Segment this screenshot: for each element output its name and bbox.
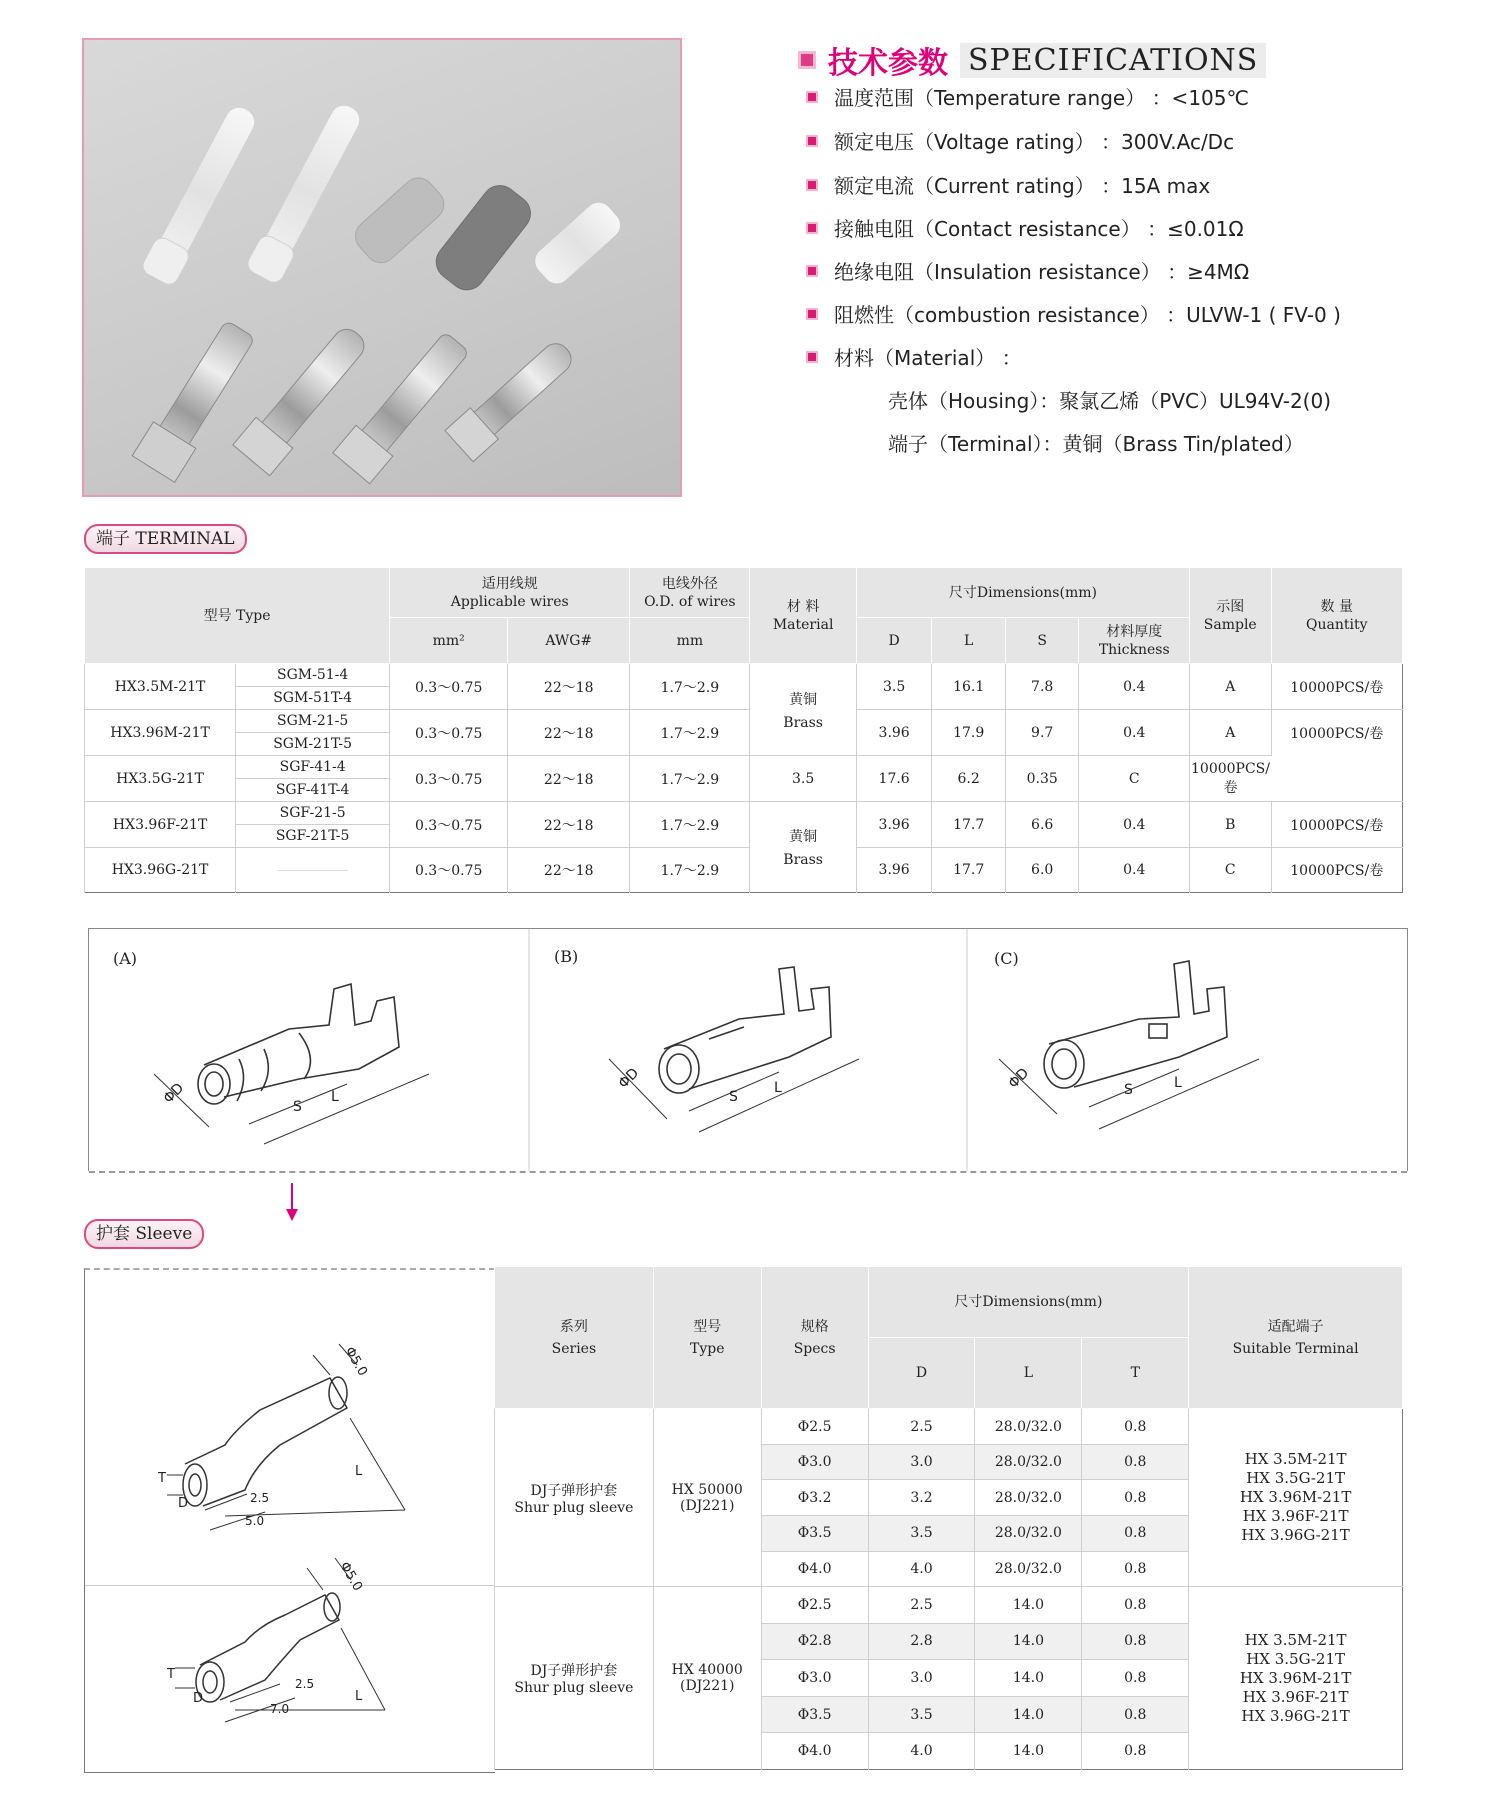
spec-row-contact-resistance bbox=[806, 213, 1244, 242]
bullet-square-icon bbox=[806, 179, 818, 191]
spec-row-material bbox=[806, 342, 1022, 371]
sleeve2-t: T bbox=[167, 1667, 175, 1682]
table-row: DJ子弹形护套 Shur plug sleeve HX 40000 (DJ221) Φ2.5 2.5 14.0 0.8 HX 3.5M-21T HX 3.5G-21T HX 3.96M-21T HX 3.96F-21T HX 3.96G-21T bbox=[495, 1587, 1403, 1624]
terminal-diagrams-panel bbox=[88, 928, 1408, 1171]
spec-label: 额定电压（Voltage rating） bbox=[834, 130, 1095, 154]
sleeve2-l: L bbox=[355, 1689, 363, 1704]
diagram-c-label: (C) bbox=[994, 949, 1019, 968]
header-d: D bbox=[868, 1338, 975, 1409]
table-row: Φ3.5 3.5 14.0 0.8 bbox=[495, 1696, 1403, 1733]
diagram-b-l: L bbox=[774, 1080, 782, 1096]
diagram-a-l: L bbox=[331, 1089, 339, 1105]
type-cell: HX 40000 (DJ221) bbox=[653, 1587, 761, 1770]
spec-value: ：ULVW-1 ( FV-0 ) bbox=[1166, 303, 1341, 327]
spec-row-voltage bbox=[806, 126, 1234, 155]
sleeve-table bbox=[494, 1266, 1403, 1770]
bullet-square-icon bbox=[806, 308, 818, 320]
spec-row-insulation bbox=[806, 256, 1249, 285]
diagram-b-label: (B) bbox=[554, 947, 579, 966]
sleeve1-d: D bbox=[178, 1496, 189, 1511]
spec-value: ：15A max bbox=[1101, 174, 1211, 198]
diagram-a-phid: ΦD bbox=[160, 1080, 188, 1107]
header-specs: 规格 Specs bbox=[761, 1267, 868, 1409]
header-od: 电线外径 O.D. of wires bbox=[630, 568, 750, 618]
header-quantity: 数 量 Quantity bbox=[1271, 568, 1403, 664]
sleeve-drawings bbox=[84, 1268, 495, 1773]
sleeve1-phi: Φ5.0 bbox=[341, 1344, 370, 1379]
material-cell-1: 黄铜 Brass bbox=[750, 664, 856, 756]
table-row: HX3.96M-21T SGM-21-5 0.3～0.75 22～18 1.7～2.9 3.96 17.9 9.7 0.4 A 10000PCS/卷 bbox=[85, 710, 1403, 733]
spec-label: 额定电流（Current rating） bbox=[834, 174, 1095, 198]
header-wires: 适用线规 Applicable wires bbox=[390, 568, 630, 618]
series-cell: DJ子弹形护套 Shur plug sleeve bbox=[495, 1409, 654, 1587]
terminal-section-label: 端子 TERMINAL bbox=[84, 524, 247, 554]
table-row: HX3.96F-21T SGF-21-5 0.3～0.75 22～18 1.7～2.9 黄铜 Brass 3.96 17.7 6.6 0.4 B 10000PCS/卷 bbox=[85, 802, 1403, 825]
suitable-terminals-cell: HX 3.5M-21T HX 3.5G-21T HX 3.96M-21T HX 3.96F-21T HX 3.96G-21T bbox=[1189, 1587, 1403, 1770]
spec-housing: 壳体（Housing）：聚氯乙烯（PVC）UL94V-2(0) bbox=[888, 389, 1332, 413]
diagram-a-label: (A) bbox=[113, 949, 138, 968]
diagram-b-drawing bbox=[609, 967, 859, 1132]
sleeve2-a: 2.5 bbox=[295, 1677, 315, 1691]
header-dimensions: 尺寸Dimensions(mm) bbox=[856, 568, 1189, 618]
terminal-diagrams bbox=[89, 929, 1407, 1171]
header-thickness: 材料厚度 Thickness bbox=[1079, 618, 1190, 664]
diagram-b-s: S bbox=[729, 1089, 738, 1105]
table-row: Φ3.0 3.0 28.0/32.0 0.8 bbox=[495, 1444, 1403, 1480]
spec-value: ：≥4MΩ bbox=[1167, 260, 1250, 284]
header-t: T bbox=[1082, 1338, 1189, 1409]
table-row: Φ4.0 4.0 14.0 0.8 bbox=[495, 1733, 1403, 1770]
material-cell-2: 黄铜 Brass bbox=[750, 802, 856, 893]
spec-label: 阻燃性（combustion resistance） bbox=[834, 303, 1160, 327]
diagram-a-s: S bbox=[293, 1099, 302, 1115]
header-d: D bbox=[856, 618, 932, 664]
table-row: Φ3.0 3.0 14.0 0.8 bbox=[495, 1660, 1403, 1697]
diagram-c-s: S bbox=[1124, 1082, 1133, 1098]
series-cell: DJ子弹形护套 Shur plug sleeve bbox=[495, 1587, 654, 1770]
title-cn: 技术参数 bbox=[828, 46, 948, 81]
diagram-c-l: L bbox=[1174, 1075, 1182, 1091]
spec-row-temperature bbox=[806, 82, 1249, 111]
spec-label: 材料（Material） bbox=[834, 346, 996, 370]
product-photo bbox=[82, 38, 682, 497]
pink-square-icon bbox=[798, 51, 816, 69]
table-row: HX3.96G-21T 0.3～0.75 22～18 1.7～2.9 3.96 17.7 6.0 0.4 C 10000PCS/卷 bbox=[85, 848, 1403, 893]
header-type: 型号 Type bbox=[653, 1267, 761, 1409]
sleeve2-b: 7.0 bbox=[270, 1702, 290, 1716]
suitable-terminals-cell: HX 3.5M-21T HX 3.5G-21T HX 3.96M-21T HX 3.96F-21T HX 3.96G-21T bbox=[1189, 1409, 1403, 1587]
sleeve-drawing-svg bbox=[85, 1270, 495, 1772]
type-cell: HX 50000 (DJ221) bbox=[653, 1409, 761, 1587]
spec-label: 温度范围（Temperature range） bbox=[834, 86, 1146, 110]
header-series: 系列 Series bbox=[495, 1267, 654, 1409]
spec-value: ： bbox=[1001, 346, 1022, 370]
header-material: 材 料 Material bbox=[750, 568, 856, 664]
terminal-table: 型号 Type 适用线规 Applicable wires 电线外径 O.D. of wires 材 料 Material 尺寸Dimensions(mm) 示图 Sample 数 量 Quantity mm² AWG# mm D L S 材料厚度 Thickness HX3.5M-21T SGM-51-4 0.3～0.75 22～18 1.7～2.9 黄铜 Brass 3.5 16.1 7.8 0.4 A 10000PCS/卷 SGM-51T-4 HX3.96M-21T SGM-21-5 0.3～0.75 22～18 1.7～2.9 3.96 17.9 9.7 0.4 A 10000PCS/卷 SGM-21T-5 HX3.5G-21T SGF-41-4 0.3～0.75 22～18 1.7～2.9 3.5 17.6 6.2 0.35 C 10000PCS/卷 SGF-41T-4 HX3.96F-21T SGF-21-5 0.3～0.75 22～18 1.7～2.9 黄铜 Brass 3.96 17.7 6.6 0.4 B 10000PCS/卷 SGF-21T-5 HX3.96G-21T 0.3～0.75 22～18 1.7～2.9 3.96 17.7 6.0 0.4 C 10000PCS/卷 bbox=[84, 567, 1403, 893]
bullet-square-icon bbox=[806, 91, 818, 103]
bullet-square-icon bbox=[806, 135, 818, 147]
sleeve1-t: T bbox=[158, 1471, 166, 1486]
bullet-square-icon bbox=[806, 222, 818, 234]
spec-row-current bbox=[806, 170, 1210, 199]
table-row: HX3.5G-21T SGF-41-4 0.3～0.75 22～18 1.7～2.9 3.5 17.6 6.2 0.35 C 10000PCS/卷 bbox=[85, 756, 1403, 779]
arrow-down-icon bbox=[282, 1183, 302, 1223]
bullet-square-icon bbox=[806, 351, 818, 363]
title-en: SPECIFICATIONS bbox=[960, 43, 1266, 78]
header-type: 型号 Type bbox=[85, 568, 390, 664]
header-awg: AWG# bbox=[508, 618, 630, 664]
diagram-c-drawing bbox=[999, 961, 1259, 1129]
header-od-unit: mm bbox=[630, 618, 750, 664]
header-sample: 示图 Sample bbox=[1190, 568, 1271, 664]
table-row: HX3.5M-21T SGM-51-4 0.3～0.75 22～18 1.7～2.9 黄铜 Brass 3.5 16.1 7.8 0.4 A 10000PCS/卷 bbox=[85, 664, 1403, 687]
table-row: Φ3.2 3.2 28.0/32.0 0.8 bbox=[495, 1480, 1403, 1516]
sleeve1-l: L bbox=[355, 1464, 363, 1479]
sleeve1-a: 2.5 bbox=[250, 1491, 270, 1505]
header-dimensions: 尺寸Dimensions(mm) bbox=[868, 1267, 1189, 1338]
header-mm2: mm² bbox=[390, 618, 508, 664]
table-row: Φ2.8 2.8 14.0 0.8 bbox=[495, 1623, 1403, 1660]
sleeve1-b: 5.0 bbox=[245, 1514, 265, 1528]
header-l: L bbox=[932, 618, 1006, 664]
header-s: S bbox=[1005, 618, 1079, 664]
sleeve2-phi: Φ5.0 bbox=[336, 1559, 365, 1594]
spec-value: ：300V.Ac/Dc bbox=[1100, 130, 1235, 154]
spec-row-combustion bbox=[806, 299, 1341, 328]
diagram-a-drawing bbox=[154, 984, 429, 1144]
diagram-c-phid: ΦD bbox=[1005, 1065, 1033, 1092]
spec-label: 接触电阻（Contact resistance） bbox=[834, 217, 1141, 241]
spec-label: 绝缘电阻（Insulation resistance） bbox=[834, 260, 1161, 284]
specifications-title bbox=[798, 38, 1266, 82]
table-row: Φ4.0 4.0 28.0/32.0 0.8 bbox=[495, 1551, 1403, 1587]
sleeve-section-label: 护套 Sleeve bbox=[84, 1219, 204, 1249]
sleeve2-d: D bbox=[193, 1691, 204, 1706]
table-row: DJ子弹形护套 Shur plug sleeve HX 50000 (DJ221) Φ2.5 2.5 28.0/32.0 0.8 HX 3.5M-21T HX 3.5G-21T HX 3.96M-21T HX 3.96F-21T HX 3.96G-21T bbox=[495, 1409, 1403, 1445]
header-l: L bbox=[975, 1338, 1082, 1409]
spec-terminal: 端子（Terminal）：黄铜（Brass Tin/plated） bbox=[888, 432, 1304, 456]
diagram-b-phid: ΦD bbox=[615, 1065, 643, 1092]
header-suitable-terminal: 适配端子 Suitable Terminal bbox=[1189, 1267, 1403, 1409]
table-row: Φ3.5 3.5 28.0/32.0 0.8 bbox=[495, 1515, 1403, 1551]
bullet-square-icon bbox=[806, 265, 818, 277]
spec-value: ：<105℃ bbox=[1151, 86, 1249, 110]
spec-value: ：≤0.01Ω bbox=[1147, 217, 1244, 241]
terminals-and-sleeves-image bbox=[84, 40, 680, 495]
